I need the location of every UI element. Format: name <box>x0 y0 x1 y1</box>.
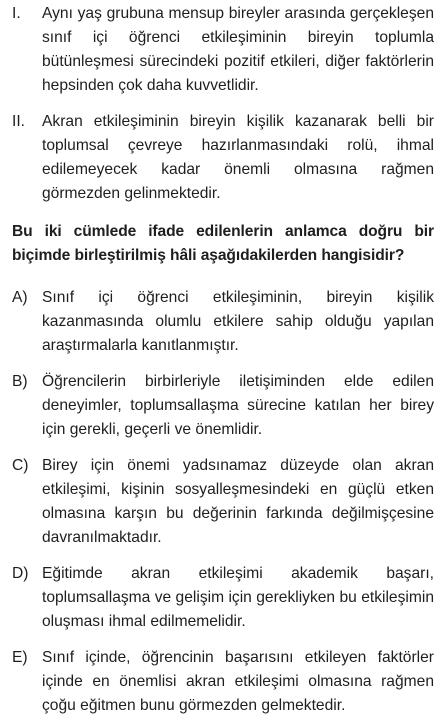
option-e[interactable] <box>12 646 434 718</box>
option-letter: B) <box>12 373 28 390</box>
option-text: Sınıf içi öğrenci etkileşiminin, bireyin kişilik kazanmasında olumlu etkilere sahip olduğu yapılan araştırmalarla kanıtlanmıştır. <box>42 289 434 354</box>
statement-text: Aynı yaş grubuna mensup bireyler arasında gerçekleşen sınıf içi öğrenci etkileşiminin bireyin toplumla bütünleşmesi sürecindeki pozitif etkileri, diğer faktörlerin hepsinden çok daha kuvvetlidir. <box>42 5 434 94</box>
option-letter: E) <box>12 649 28 666</box>
statement-text: Akran etkileşiminin bireyin kişilik kazanarak belli bir toplumsal çevreye hazırlanmasındaki rolü, ihmal edilemeyecek kadar önemli olmasına rağmen görmezden gelinmektedir. <box>42 113 434 202</box>
option-text: Eğitimde akran etkileşimi akademik başarı, toplumsallaşma ve gelişim için gerekliyken bu etkileşimin oluşması ihmal edilmemelidir. <box>42 565 434 630</box>
statement-1 <box>12 2 434 98</box>
option-letter: C) <box>12 457 29 474</box>
option-letter: A) <box>12 289 28 306</box>
option-a[interactable] <box>12 286 434 358</box>
statement-2 <box>12 110 434 206</box>
option-b[interactable] <box>12 370 434 442</box>
statement-number: I. <box>12 5 21 22</box>
statement-number: II. <box>12 113 25 130</box>
option-text: Öğrencilerin birbirleriyle iletişiminden elde edilen deneyimler, toplumsallaşma sürecine katılan her birey için gerekli, geçerli ve önemlidir. <box>42 373 434 438</box>
option-text: Sınıf içinde, öğrencinin başarısını etkileyen faktörler içinde en önemlisi akran etkileşimi olmasına rağmen çoğu eğitmen bunu görmezden gelmektedir. <box>42 649 434 714</box>
option-letter: D) <box>12 565 29 582</box>
option-d[interactable] <box>12 562 434 634</box>
option-text: Birey için önemi yadsınamaz düzeyde olan akran etkileşimi, kişinin sosyalleşmesindeki en güçlü etken olmasına karşın bu değerinin farkında değilmişçesine davranılmaktadır. <box>42 457 434 546</box>
option-c[interactable] <box>12 454 434 550</box>
question-stem: Bu iki cümlede ifade edilenlerin anlamca doğru bir biçimde birleştirilmiş hâli aşağıdakilerden hangisidir? <box>12 223 434 264</box>
